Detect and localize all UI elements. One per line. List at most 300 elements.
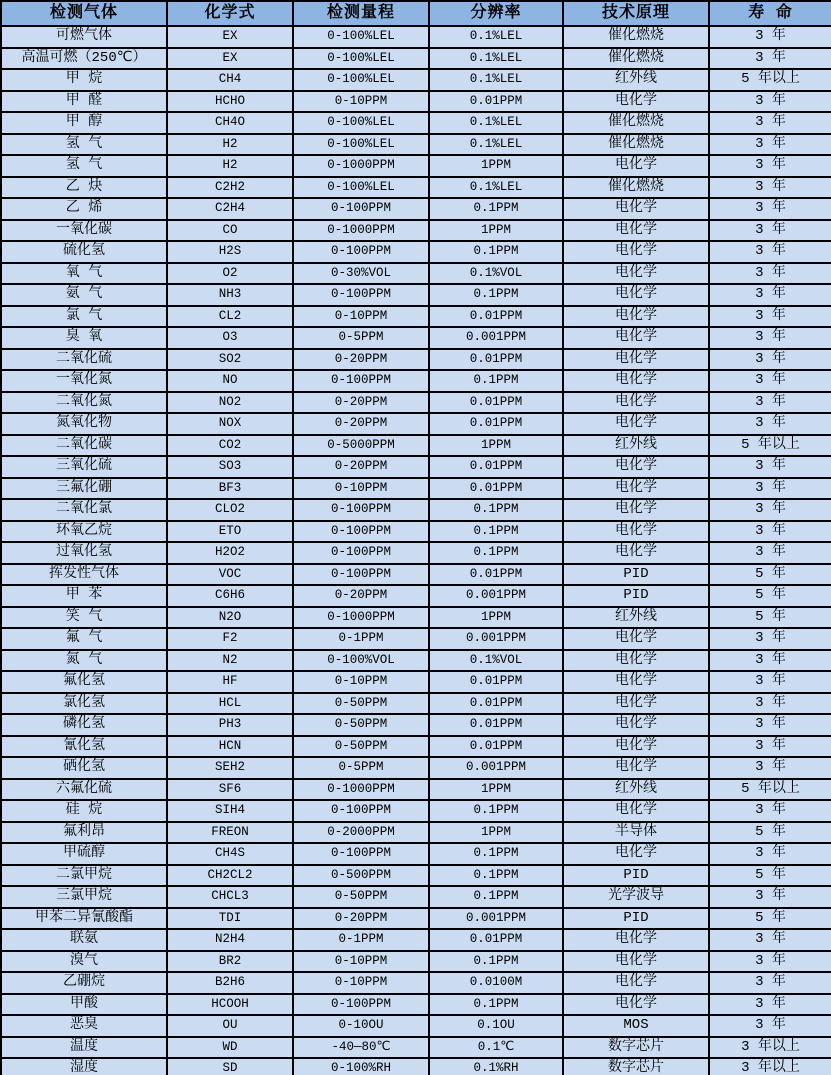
cell-gas-name: 硅 烷	[1, 800, 167, 822]
cell-chemical-formula: HF	[167, 671, 293, 693]
cell-resolution: 1PPM	[429, 607, 563, 629]
cell-detection-range: 0-100PPM	[293, 521, 429, 543]
cell-detection-range: 0-10PPM	[293, 951, 429, 973]
cell-gas-name: 六氟化硫	[1, 779, 167, 801]
cell-detection-range: 0-1000PPM	[293, 779, 429, 801]
cell-chemical-formula: EX	[167, 48, 293, 70]
table-row	[1, 650, 831, 672]
cell-gas-name: 氢 气	[1, 134, 167, 156]
cell-detection-range: 0-20PPM	[293, 392, 429, 414]
cell-gas-name: 氟化氢	[1, 671, 167, 693]
cell-detection-range: 0-1000PPM	[293, 607, 429, 629]
cell-lifespan: 3 年	[709, 155, 831, 177]
cell-resolution: 0.1PPM	[429, 800, 563, 822]
cell-gas-name: 过氧化氢	[1, 542, 167, 564]
cell-technology-principle: 电化学	[563, 413, 709, 435]
header-row	[1, 1, 831, 26]
cell-detection-range: 0-10PPM	[293, 91, 429, 113]
cell-resolution: 0.1PPM	[429, 198, 563, 220]
cell-technology-principle: 催化燃烧	[563, 48, 709, 70]
cell-technology-principle: 电化学	[563, 650, 709, 672]
cell-resolution: 0.1%VOL	[429, 650, 563, 672]
cell-resolution: 1PPM	[429, 155, 563, 177]
cell-lifespan: 3 年	[709, 327, 831, 349]
cell-technology-principle: 催化燃烧	[563, 177, 709, 199]
cell-gas-name: 甲硫醇	[1, 843, 167, 865]
table-row	[1, 478, 831, 500]
cell-lifespan: 3 年以上	[709, 1058, 831, 1075]
cell-resolution: 0.01PPM	[429, 413, 563, 435]
cell-technology-principle: 电化学	[563, 736, 709, 758]
cell-technology-principle: 电化学	[563, 456, 709, 478]
cell-lifespan: 3 年	[709, 220, 831, 242]
cell-lifespan: 5 年	[709, 822, 831, 844]
cell-gas-name: 氟利昂	[1, 822, 167, 844]
cell-gas-name: 甲苯二异氰酸酯	[1, 908, 167, 930]
cell-gas-name: 二氧化硫	[1, 349, 167, 371]
cell-gas-name: 三氯甲烷	[1, 886, 167, 908]
cell-lifespan: 3 年	[709, 929, 831, 951]
cell-lifespan: 3 年	[709, 650, 831, 672]
cell-technology-principle: 电化学	[563, 284, 709, 306]
cell-lifespan: 3 年	[709, 349, 831, 371]
cell-lifespan: 5 年	[709, 607, 831, 629]
cell-gas-name: 二氧化氮	[1, 392, 167, 414]
cell-resolution: 0.01PPM	[429, 478, 563, 500]
cell-technology-principle: 电化学	[563, 800, 709, 822]
cell-gas-name: 硫化氢	[1, 241, 167, 263]
table-row	[1, 306, 831, 328]
cell-technology-principle: 电化学	[563, 843, 709, 865]
column-header-gas-name: 检测气体	[1, 1, 167, 26]
cell-detection-range: 0-10OU	[293, 1015, 429, 1037]
cell-gas-name: 乙硼烷	[1, 972, 167, 994]
table-row	[1, 822, 831, 844]
table-row	[1, 435, 831, 457]
cell-technology-principle: 电化学	[563, 220, 709, 242]
cell-gas-name: 甲 苯	[1, 585, 167, 607]
cell-chemical-formula: CH4	[167, 69, 293, 91]
cell-resolution: 0.1PPM	[429, 521, 563, 543]
cell-lifespan: 3 年	[709, 456, 831, 478]
cell-technology-principle: 电化学	[563, 994, 709, 1016]
cell-technology-principle: 电化学	[563, 521, 709, 543]
cell-chemical-formula: CLO2	[167, 499, 293, 521]
cell-gas-name: 氮 气	[1, 650, 167, 672]
cell-technology-principle: 电化学	[563, 693, 709, 715]
cell-gas-name: 硒化氢	[1, 757, 167, 779]
cell-detection-range: 0-100%RH	[293, 1058, 429, 1075]
cell-gas-name: 环氧乙烷	[1, 521, 167, 543]
cell-lifespan: 3 年	[709, 478, 831, 500]
cell-technology-principle: 电化学	[563, 198, 709, 220]
cell-resolution: 0.01PPM	[429, 456, 563, 478]
cell-gas-name: 氢 气	[1, 155, 167, 177]
cell-gas-name: 甲 醛	[1, 91, 167, 113]
cell-detection-range: 0-100PPM	[293, 370, 429, 392]
cell-gas-name: 湿度	[1, 1058, 167, 1075]
table-row	[1, 843, 831, 865]
cell-technology-principle: 红外线	[563, 69, 709, 91]
cell-technology-principle: 电化学	[563, 714, 709, 736]
cell-resolution: 0.01PPM	[429, 349, 563, 371]
table-row	[1, 241, 831, 263]
cell-technology-principle: 数字芯片	[563, 1037, 709, 1059]
table-row	[1, 585, 831, 607]
cell-chemical-formula: B2H6	[167, 972, 293, 994]
table-row	[1, 69, 831, 91]
cell-gas-name: 一氧化氮	[1, 370, 167, 392]
cell-lifespan: 3 年	[709, 1015, 831, 1037]
table-row	[1, 929, 831, 951]
cell-technology-principle: 电化学	[563, 306, 709, 328]
column-header-lifespan: 寿 命	[709, 1, 831, 26]
cell-lifespan: 3 年	[709, 91, 831, 113]
cell-lifespan: 5 年	[709, 585, 831, 607]
cell-technology-principle: 半导体	[563, 822, 709, 844]
cell-detection-range: 0-100%LEL	[293, 177, 429, 199]
cell-gas-name: 甲 烷	[1, 69, 167, 91]
cell-lifespan: 3 年	[709, 736, 831, 758]
cell-detection-range: 0-100%LEL	[293, 69, 429, 91]
cell-resolution: 0.001PPM	[429, 585, 563, 607]
cell-resolution: 0.01PPM	[429, 714, 563, 736]
cell-detection-range: 0-50PPM	[293, 736, 429, 758]
cell-technology-principle: PID	[563, 564, 709, 586]
cell-resolution: 0.1℃	[429, 1037, 563, 1059]
table-row	[1, 26, 831, 48]
column-header-detection-range: 检测量程	[293, 1, 429, 26]
cell-detection-range: 0-100PPM	[293, 241, 429, 263]
cell-resolution: 0.1PPM	[429, 284, 563, 306]
cell-chemical-formula: EX	[167, 26, 293, 48]
cell-chemical-formula: NOX	[167, 413, 293, 435]
cell-chemical-formula: BF3	[167, 478, 293, 500]
column-header-chemical-formula: 化学式	[167, 1, 293, 26]
cell-technology-principle: 电化学	[563, 478, 709, 500]
cell-gas-name: 二氧化碳	[1, 435, 167, 457]
cell-lifespan: 3 年	[709, 886, 831, 908]
cell-resolution: 0.001PPM	[429, 628, 563, 650]
cell-resolution: 0.1%LEL	[429, 48, 563, 70]
cell-gas-name: 氮氧化物	[1, 413, 167, 435]
cell-chemical-formula: CH2CL2	[167, 865, 293, 887]
cell-resolution: 0.01PPM	[429, 671, 563, 693]
cell-technology-principle: 电化学	[563, 241, 709, 263]
table-row	[1, 886, 831, 908]
cell-chemical-formula: N2O	[167, 607, 293, 629]
cell-gas-name: 氯化氢	[1, 693, 167, 715]
cell-lifespan: 3 年	[709, 714, 831, 736]
cell-chemical-formula: H2	[167, 134, 293, 156]
cell-gas-name: 氟 气	[1, 628, 167, 650]
cell-detection-range: 0-100PPM	[293, 284, 429, 306]
cell-chemical-formula: NH3	[167, 284, 293, 306]
cell-resolution: 1PPM	[429, 822, 563, 844]
cell-chemical-formula: SIH4	[167, 800, 293, 822]
cell-resolution: 0.1%LEL	[429, 134, 563, 156]
cell-chemical-formula: SD	[167, 1058, 293, 1075]
cell-detection-range: 0-2000PPM	[293, 822, 429, 844]
cell-resolution: 0.01PPM	[429, 929, 563, 951]
cell-technology-principle: PID	[563, 865, 709, 887]
cell-chemical-formula: O2	[167, 263, 293, 285]
table-row	[1, 220, 831, 242]
cell-chemical-formula: NO	[167, 370, 293, 392]
cell-lifespan: 3 年	[709, 198, 831, 220]
table-row	[1, 198, 831, 220]
cell-lifespan: 3 年	[709, 994, 831, 1016]
table-row	[1, 865, 831, 887]
cell-chemical-formula: WD	[167, 1037, 293, 1059]
cell-lifespan: 3 年	[709, 972, 831, 994]
cell-technology-principle: 电化学	[563, 349, 709, 371]
cell-gas-name: 臭 氧	[1, 327, 167, 349]
cell-gas-name: 高温可燃（250℃）	[1, 48, 167, 70]
cell-resolution: 0.1PPM	[429, 865, 563, 887]
cell-technology-principle: 催化燃烧	[563, 112, 709, 134]
cell-gas-name: 乙 烯	[1, 198, 167, 220]
cell-lifespan: 3 年	[709, 693, 831, 715]
table-body	[1, 26, 831, 1075]
cell-technology-principle: 电化学	[563, 370, 709, 392]
cell-chemical-formula: HCHO	[167, 91, 293, 113]
cell-detection-range: 0-100PPM	[293, 198, 429, 220]
cell-chemical-formula: VOC	[167, 564, 293, 586]
cell-technology-principle: 电化学	[563, 155, 709, 177]
table-row	[1, 91, 831, 113]
cell-chemical-formula: H2	[167, 155, 293, 177]
cell-technology-principle: 电化学	[563, 542, 709, 564]
cell-chemical-formula: HCN	[167, 736, 293, 758]
cell-resolution: 1PPM	[429, 779, 563, 801]
cell-technology-principle: 电化学	[563, 951, 709, 973]
cell-lifespan: 3 年	[709, 26, 831, 48]
cell-gas-name: 笑 气	[1, 607, 167, 629]
cell-detection-range: 0-100PPM	[293, 542, 429, 564]
cell-resolution: 0.1PPM	[429, 542, 563, 564]
table-row	[1, 1037, 831, 1059]
cell-resolution: 0.0100M	[429, 972, 563, 994]
cell-detection-range: 0-100PPM	[293, 499, 429, 521]
cell-lifespan: 5 年以上	[709, 435, 831, 457]
cell-lifespan: 3 年以上	[709, 1037, 831, 1059]
cell-chemical-formula: NO2	[167, 392, 293, 414]
cell-lifespan: 3 年	[709, 951, 831, 973]
cell-detection-range: 0-50PPM	[293, 693, 429, 715]
table-row	[1, 349, 831, 371]
cell-lifespan: 3 年	[709, 134, 831, 156]
cell-technology-principle: 电化学	[563, 263, 709, 285]
cell-resolution: 0.001PPM	[429, 757, 563, 779]
cell-detection-range: 0-100PPM	[293, 800, 429, 822]
cell-detection-range: 0-10PPM	[293, 671, 429, 693]
cell-chemical-formula: ETO	[167, 521, 293, 543]
table-row	[1, 521, 831, 543]
cell-chemical-formula: C2H2	[167, 177, 293, 199]
cell-lifespan: 3 年	[709, 413, 831, 435]
cell-resolution: 0.1PPM	[429, 499, 563, 521]
table-row	[1, 155, 831, 177]
column-header-technology-principle: 技术原理	[563, 1, 709, 26]
cell-chemical-formula: H2S	[167, 241, 293, 263]
table-row	[1, 994, 831, 1016]
table-row	[1, 951, 831, 973]
cell-lifespan: 5 年以上	[709, 779, 831, 801]
cell-chemical-formula: SO2	[167, 349, 293, 371]
cell-technology-principle: 红外线	[563, 435, 709, 457]
cell-chemical-formula: SEH2	[167, 757, 293, 779]
cell-detection-range: 0-100PPM	[293, 564, 429, 586]
cell-lifespan: 3 年	[709, 757, 831, 779]
table-row	[1, 714, 831, 736]
cell-resolution: 0.1PPM	[429, 370, 563, 392]
cell-chemical-formula: FREON	[167, 822, 293, 844]
cell-gas-name: 氯 气	[1, 306, 167, 328]
table-row	[1, 607, 831, 629]
cell-lifespan: 3 年	[709, 177, 831, 199]
cell-technology-principle: 电化学	[563, 392, 709, 414]
table-row	[1, 671, 831, 693]
cell-chemical-formula: N2H4	[167, 929, 293, 951]
cell-detection-range: 0-500PPM	[293, 865, 429, 887]
cell-technology-principle: 电化学	[563, 929, 709, 951]
cell-lifespan: 3 年	[709, 48, 831, 70]
cell-resolution: 0.01PPM	[429, 91, 563, 113]
cell-detection-range: 0-20PPM	[293, 349, 429, 371]
cell-detection-range: 0-100%LEL	[293, 48, 429, 70]
cell-detection-range: 0-1PPM	[293, 929, 429, 951]
table-row	[1, 542, 831, 564]
table-row	[1, 327, 831, 349]
cell-gas-name: 氧 气	[1, 263, 167, 285]
table-row	[1, 112, 831, 134]
cell-technology-principle: 电化学	[563, 91, 709, 113]
cell-lifespan: 3 年	[709, 263, 831, 285]
table-row	[1, 284, 831, 306]
cell-chemical-formula: CO2	[167, 435, 293, 457]
cell-lifespan: 3 年	[709, 284, 831, 306]
table-row	[1, 1015, 831, 1037]
cell-chemical-formula: PH3	[167, 714, 293, 736]
cell-lifespan: 5 年	[709, 564, 831, 586]
table-row	[1, 908, 831, 930]
cell-technology-principle: 电化学	[563, 628, 709, 650]
cell-technology-principle: 电化学	[563, 757, 709, 779]
cell-detection-range: 0-5PPM	[293, 327, 429, 349]
cell-lifespan: 3 年	[709, 521, 831, 543]
cell-chemical-formula: BR2	[167, 951, 293, 973]
cell-gas-name: 甲 醇	[1, 112, 167, 134]
cell-lifespan: 3 年	[709, 499, 831, 521]
cell-resolution: 0.1PPM	[429, 241, 563, 263]
cell-technology-principle: 催化燃烧	[563, 26, 709, 48]
column-header-resolution: 分辨率	[429, 1, 563, 26]
cell-detection-range: 0-100%LEL	[293, 112, 429, 134]
cell-detection-range: 0-20PPM	[293, 413, 429, 435]
cell-resolution: 0.001PPM	[429, 908, 563, 930]
cell-lifespan: 3 年	[709, 241, 831, 263]
cell-technology-principle: 电化学	[563, 972, 709, 994]
cell-gas-name: 三氟化硼	[1, 478, 167, 500]
cell-resolution: 0.1OU	[429, 1015, 563, 1037]
cell-detection-range: 0-100PPM	[293, 994, 429, 1016]
cell-resolution: 0.01PPM	[429, 564, 563, 586]
cell-gas-name: 三氧化硫	[1, 456, 167, 478]
table-row	[1, 177, 831, 199]
cell-technology-principle: 电化学	[563, 327, 709, 349]
table-row	[1, 370, 831, 392]
cell-resolution: 0.1PPM	[429, 843, 563, 865]
cell-resolution: 0.001PPM	[429, 327, 563, 349]
cell-detection-range: 0-1000PPM	[293, 155, 429, 177]
cell-gas-name: 温度	[1, 1037, 167, 1059]
cell-chemical-formula: HCOOH	[167, 994, 293, 1016]
cell-gas-name: 二氧化氯	[1, 499, 167, 521]
cell-chemical-formula: H2O2	[167, 542, 293, 564]
cell-technology-principle: 数字芯片	[563, 1058, 709, 1075]
cell-chemical-formula: F2	[167, 628, 293, 650]
cell-technology-principle: 红外线	[563, 779, 709, 801]
cell-chemical-formula: N2	[167, 650, 293, 672]
cell-chemical-formula: CH4O	[167, 112, 293, 134]
cell-technology-principle: MOS	[563, 1015, 709, 1037]
cell-detection-range: 0-5000PPM	[293, 435, 429, 457]
cell-lifespan: 5 年	[709, 908, 831, 930]
cell-resolution: 0.1%LEL	[429, 177, 563, 199]
cell-chemical-formula: C2H4	[167, 198, 293, 220]
cell-chemical-formula: HCL	[167, 693, 293, 715]
cell-detection-range: 0-100%LEL	[293, 26, 429, 48]
cell-gas-name: 联氨	[1, 929, 167, 951]
cell-detection-range: 0-50PPM	[293, 886, 429, 908]
cell-lifespan: 3 年	[709, 370, 831, 392]
cell-resolution: 0.1PPM	[429, 886, 563, 908]
cell-chemical-formula: CO	[167, 220, 293, 242]
cell-gas-name: 氨 气	[1, 284, 167, 306]
cell-chemical-formula: SO3	[167, 456, 293, 478]
cell-resolution: 1PPM	[429, 435, 563, 457]
cell-chemical-formula: OU	[167, 1015, 293, 1037]
cell-chemical-formula: CHCL3	[167, 886, 293, 908]
table-row	[1, 972, 831, 994]
cell-gas-name: 二氯甲烷	[1, 865, 167, 887]
cell-resolution: 0.1%LEL	[429, 26, 563, 48]
cell-chemical-formula: C6H6	[167, 585, 293, 607]
cell-chemical-formula: SF6	[167, 779, 293, 801]
cell-resolution: 0.01PPM	[429, 693, 563, 715]
cell-resolution: 0.1PPM	[429, 951, 563, 973]
cell-gas-name: 氰化氢	[1, 736, 167, 758]
cell-detection-range: 0-100%LEL	[293, 134, 429, 156]
cell-detection-range: 0-20PPM	[293, 585, 429, 607]
cell-lifespan: 3 年	[709, 628, 831, 650]
cell-resolution: 0.01PPM	[429, 392, 563, 414]
table-row	[1, 779, 831, 801]
table-row	[1, 134, 831, 156]
cell-lifespan: 3 年	[709, 392, 831, 414]
cell-chemical-formula: O3	[167, 327, 293, 349]
cell-detection-range: 0-50PPM	[293, 714, 429, 736]
table-row	[1, 800, 831, 822]
cell-detection-range: 0-10PPM	[293, 972, 429, 994]
cell-detection-range: 0-1PPM	[293, 628, 429, 650]
cell-technology-principle: PID	[563, 908, 709, 930]
cell-resolution: 0.01PPM	[429, 306, 563, 328]
cell-technology-principle: 催化燃烧	[563, 134, 709, 156]
cell-gas-name: 一氧化碳	[1, 220, 167, 242]
cell-detection-range: 0-100%VOL	[293, 650, 429, 672]
